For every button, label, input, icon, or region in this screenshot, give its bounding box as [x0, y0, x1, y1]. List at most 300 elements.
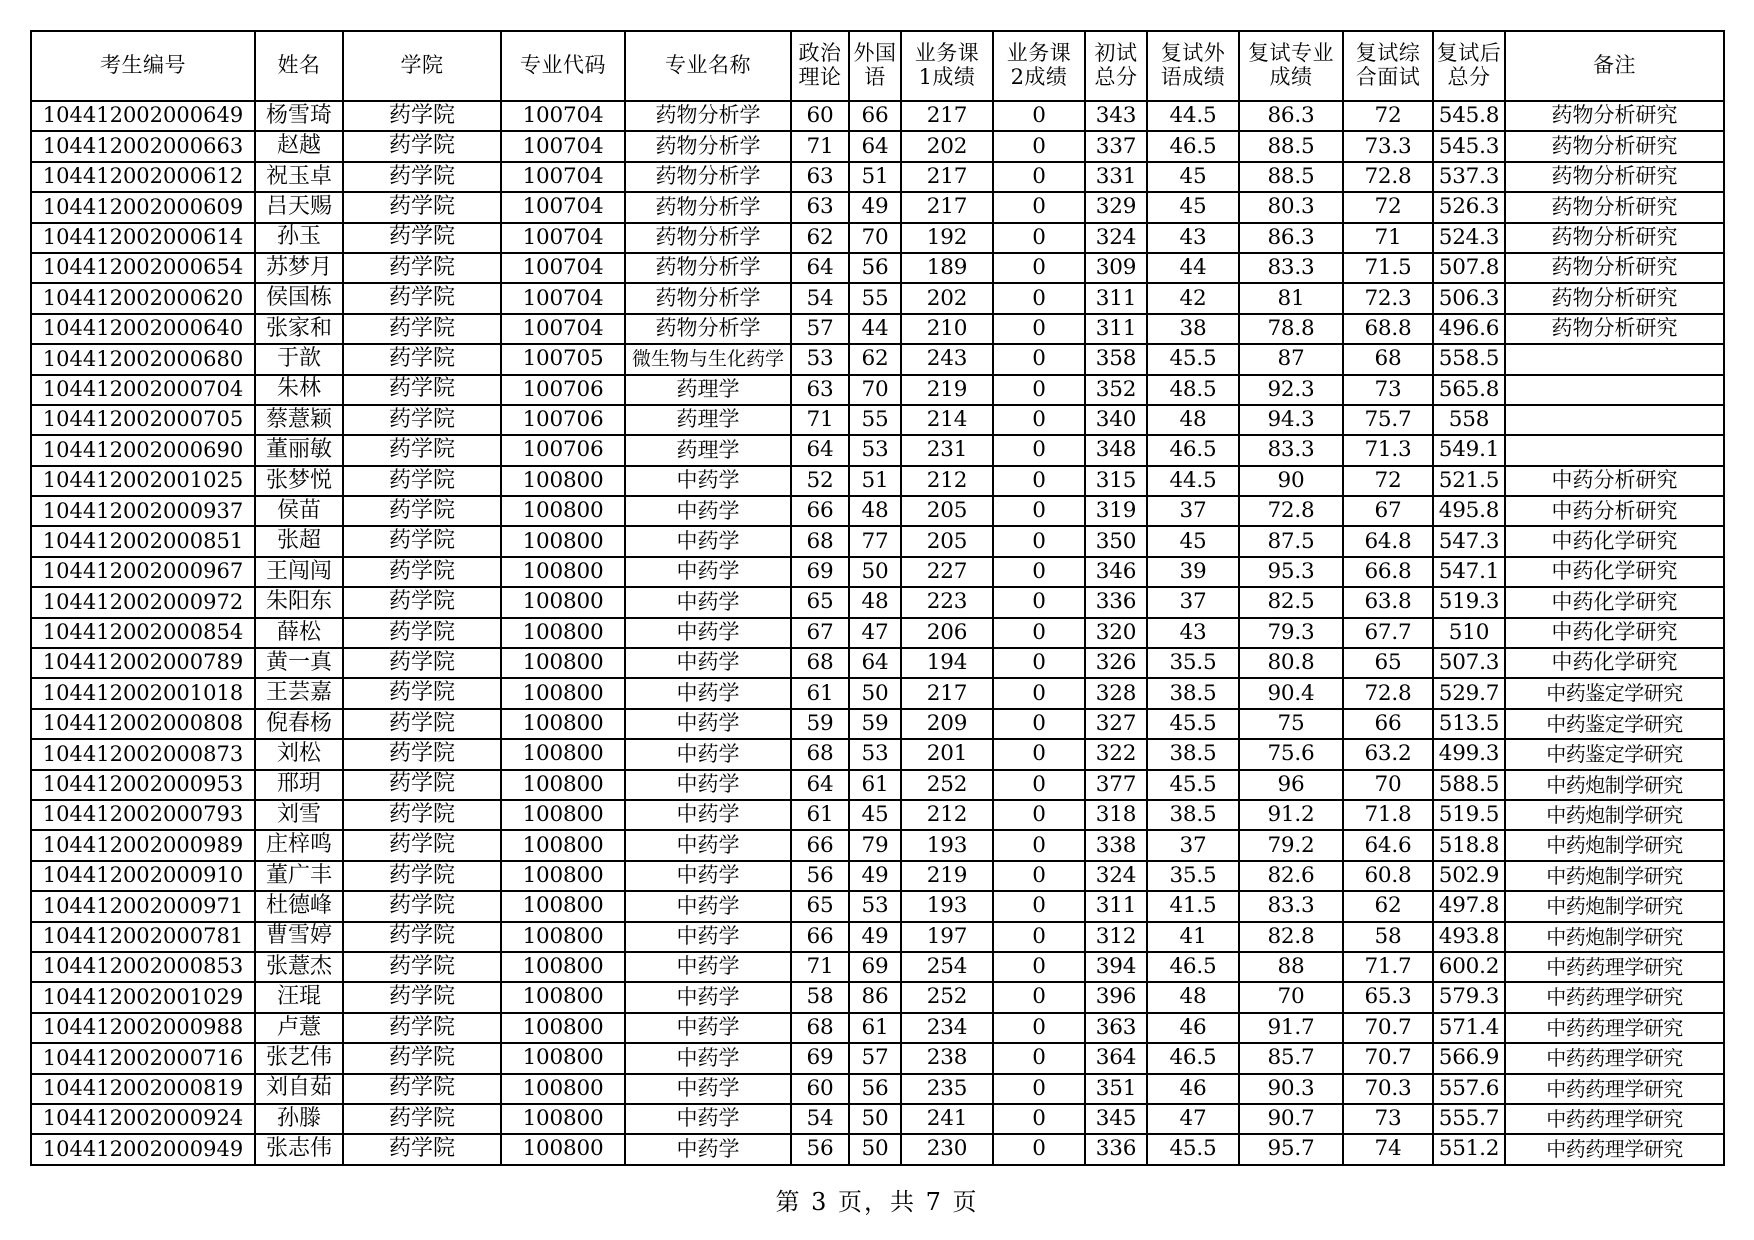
- cell-remark: 中药鉴定学研究: [1505, 739, 1724, 769]
- cell-re_interview: 72: [1343, 466, 1433, 496]
- cell-biz1: 205: [901, 496, 993, 526]
- cell-remark: 中药化学研究: [1505, 526, 1724, 556]
- cell-name: 苏梦月: [255, 253, 343, 283]
- cell-remark: 中药药理学研究: [1505, 1013, 1724, 1043]
- cell-name: 张梦悦: [255, 466, 343, 496]
- cell-name: 倪春杨: [255, 709, 343, 739]
- column-header-name: [255, 31, 343, 101]
- cell-college: 药学院: [343, 982, 501, 1012]
- cell-re_foreign: 46.5: [1147, 131, 1239, 161]
- cell-remark: 中药化学研究: [1505, 648, 1724, 678]
- cell-exam_id: 104412002000851: [31, 526, 255, 556]
- cell-remark: 药物分析研究: [1505, 192, 1724, 222]
- table-row: [31, 648, 1724, 678]
- cell-re_major: 70: [1239, 982, 1343, 1012]
- cell-re_major: 91.2: [1239, 800, 1343, 830]
- column-header-major_name: [625, 31, 791, 101]
- cell-final_total: 499.3: [1433, 739, 1505, 769]
- cell-re_major: 87: [1239, 344, 1343, 374]
- cell-re_interview: 70: [1343, 770, 1433, 800]
- cell-name: 王闯闯: [255, 557, 343, 587]
- cell-college: 药学院: [343, 192, 501, 222]
- cell-foreign: 62: [849, 344, 901, 374]
- cell-exam_id: 104412002000789: [31, 648, 255, 678]
- cell-major_code: 100704: [501, 131, 625, 161]
- cell-final_total: 551.2: [1433, 1134, 1505, 1164]
- admission-score-table: [30, 30, 1725, 1166]
- header-row: [31, 31, 1724, 101]
- cell-exam_id: 104412002000819: [31, 1074, 255, 1104]
- cell-foreign: 50: [849, 1134, 901, 1164]
- cell-biz1: 193: [901, 891, 993, 921]
- table-row: [31, 1134, 1724, 1164]
- cell-re_foreign: 46.5: [1147, 435, 1239, 465]
- cell-final_total: 497.8: [1433, 891, 1505, 921]
- cell-biz2: 0: [993, 375, 1085, 405]
- cell-major_code: 100800: [501, 1074, 625, 1104]
- cell-politics: 66: [791, 830, 849, 860]
- cell-remark: 药物分析研究: [1505, 253, 1724, 283]
- column-header-line1: 学院: [400, 53, 444, 78]
- cell-college: 药学院: [343, 162, 501, 192]
- table-row: [31, 709, 1724, 739]
- cell-re_foreign: 45: [1147, 526, 1239, 556]
- cell-politics: 65: [791, 891, 849, 921]
- cell-re_interview: 64.6: [1343, 830, 1433, 860]
- cell-re_major: 94.3: [1239, 405, 1343, 435]
- cell-biz1: 197: [901, 922, 993, 952]
- cell-biz2: 0: [993, 192, 1085, 222]
- cell-re_major: 79.3: [1239, 618, 1343, 648]
- table-row: [31, 375, 1724, 405]
- cell-first_total: 364: [1085, 1043, 1147, 1073]
- cell-exam_id: 104412002001018: [31, 678, 255, 708]
- cell-re_major: 83.3: [1239, 253, 1343, 283]
- cell-foreign: 64: [849, 648, 901, 678]
- cell-re_interview: 72.8: [1343, 162, 1433, 192]
- column-header-politics: [791, 31, 849, 101]
- cell-first_total: 327: [1085, 709, 1147, 739]
- cell-exam_id: 104412002000680: [31, 344, 255, 374]
- cell-re_interview: 72: [1343, 192, 1433, 222]
- cell-major_code: 100800: [501, 770, 625, 800]
- cell-re_foreign: 37: [1147, 830, 1239, 860]
- cell-politics: 60: [791, 101, 849, 131]
- cell-first_total: 348: [1085, 435, 1147, 465]
- cell-foreign: 50: [849, 1104, 901, 1134]
- cell-major_code: 100800: [501, 1013, 625, 1043]
- cell-remark: [1505, 344, 1724, 374]
- cell-biz2: 0: [993, 526, 1085, 556]
- cell-biz1: 209: [901, 709, 993, 739]
- cell-re_interview: 65: [1343, 648, 1433, 678]
- cell-college: 药学院: [343, 526, 501, 556]
- cell-name: 董广丰: [255, 861, 343, 891]
- cell-remark: 药物分析研究: [1505, 283, 1724, 313]
- cell-remark: 中药分析研究: [1505, 466, 1724, 496]
- cell-final_total: 547.1: [1433, 557, 1505, 587]
- table-row: [31, 435, 1724, 465]
- cell-major_code: 100800: [501, 496, 625, 526]
- cell-politics: 54: [791, 283, 849, 313]
- cell-name: 黄一真: [255, 648, 343, 678]
- cell-remark: 中药药理学研究: [1505, 1104, 1724, 1134]
- cell-remark: 中药药理学研究: [1505, 982, 1724, 1012]
- cell-college: 药学院: [343, 678, 501, 708]
- cell-major_name: 药物分析学: [625, 314, 791, 344]
- cell-foreign: 79: [849, 830, 901, 860]
- cell-exam_id: 104412002000620: [31, 283, 255, 313]
- column-header-final_total: [1433, 31, 1505, 101]
- column-header-line2: 语: [864, 65, 886, 89]
- table-row: [31, 101, 1724, 131]
- cell-biz2: 0: [993, 405, 1085, 435]
- cell-re_foreign: 44: [1147, 253, 1239, 283]
- cell-exam_id: 104412002000808: [31, 709, 255, 739]
- cell-biz2: 0: [993, 223, 1085, 253]
- column-header-line1: 政治: [798, 41, 842, 66]
- cell-biz2: 0: [993, 131, 1085, 161]
- cell-re_major: 80.3: [1239, 192, 1343, 222]
- cell-biz1: 252: [901, 770, 993, 800]
- cell-biz2: 0: [993, 982, 1085, 1012]
- cell-foreign: 70: [849, 223, 901, 253]
- cell-foreign: 61: [849, 1013, 901, 1043]
- cell-remark: 中药分析研究: [1505, 496, 1724, 526]
- cell-name: 于歆: [255, 344, 343, 374]
- cell-name: 薛松: [255, 618, 343, 648]
- cell-major_name: 中药学: [625, 709, 791, 739]
- cell-biz1: 205: [901, 526, 993, 556]
- cell-final_total: 558.5: [1433, 344, 1505, 374]
- column-header-line1: 业务课: [914, 41, 980, 66]
- cell-first_total: 326: [1085, 648, 1147, 678]
- cell-foreign: 86: [849, 982, 901, 1012]
- cell-exam_id: 104412002000989: [31, 830, 255, 860]
- cell-major_name: 中药学: [625, 526, 791, 556]
- cell-college: 药学院: [343, 131, 501, 161]
- cell-foreign: 57: [849, 1043, 901, 1073]
- cell-foreign: 53: [849, 891, 901, 921]
- cell-exam_id: 104412002000705: [31, 405, 255, 435]
- cell-politics: 56: [791, 861, 849, 891]
- cell-first_total: 318: [1085, 800, 1147, 830]
- cell-re_interview: 62: [1343, 891, 1433, 921]
- cell-biz1: 202: [901, 283, 993, 313]
- cell-biz2: 0: [993, 648, 1085, 678]
- cell-first_total: 320: [1085, 618, 1147, 648]
- cell-first_total: 352: [1085, 375, 1147, 405]
- cell-re_foreign: 44.5: [1147, 101, 1239, 131]
- cell-re_major: 87.5: [1239, 526, 1343, 556]
- cell-major_name: 中药学: [625, 739, 791, 769]
- cell-name: 张薏杰: [255, 952, 343, 982]
- cell-exam_id: 104412002000910: [31, 861, 255, 891]
- cell-exam_id: 104412002000781: [31, 922, 255, 952]
- table-row: [31, 891, 1724, 921]
- cell-foreign: 45: [849, 800, 901, 830]
- cell-politics: 69: [791, 557, 849, 587]
- cell-politics: 63: [791, 192, 849, 222]
- cell-re_major: 78.8: [1239, 314, 1343, 344]
- column-header-foreign: [849, 31, 901, 101]
- cell-biz1: 212: [901, 466, 993, 496]
- cell-major_name: 中药学: [625, 982, 791, 1012]
- cell-remark: 中药炮制学研究: [1505, 770, 1724, 800]
- table-row: [31, 1043, 1724, 1073]
- cell-major_code: 100800: [501, 678, 625, 708]
- cell-politics: 58: [791, 982, 849, 1012]
- cell-re_major: 79.2: [1239, 830, 1343, 860]
- column-header-line1: 考生编号: [100, 53, 186, 78]
- cell-first_total: 328: [1085, 678, 1147, 708]
- cell-first_total: 340: [1085, 405, 1147, 435]
- table-row: [31, 678, 1724, 708]
- cell-college: 药学院: [343, 375, 501, 405]
- cell-exam_id: 104412002000663: [31, 131, 255, 161]
- cell-major_code: 100800: [501, 1134, 625, 1164]
- cell-foreign: 53: [849, 739, 901, 769]
- table-row: [31, 526, 1724, 556]
- cell-first_total: 322: [1085, 739, 1147, 769]
- cell-politics: 57: [791, 314, 849, 344]
- cell-re_major: 90: [1239, 466, 1343, 496]
- cell-first_total: 319: [1085, 496, 1147, 526]
- cell-first_total: 331: [1085, 162, 1147, 192]
- column-header-line2: 总分: [1094, 65, 1138, 89]
- cell-name: 王芸嘉: [255, 678, 343, 708]
- cell-exam_id: 104412002000654: [31, 253, 255, 283]
- cell-foreign: 66: [849, 101, 901, 131]
- cell-final_total: 521.5: [1433, 466, 1505, 496]
- cell-major_code: 100800: [501, 952, 625, 982]
- cell-name: 吕天赐: [255, 192, 343, 222]
- cell-major_code: 100800: [501, 526, 625, 556]
- cell-name: 董丽敏: [255, 435, 343, 465]
- cell-major_name: 药物分析学: [625, 283, 791, 313]
- cell-college: 药学院: [343, 344, 501, 374]
- cell-re_interview: 71.5: [1343, 253, 1433, 283]
- cell-exam_id: 104412002000614: [31, 223, 255, 253]
- table-row: [31, 922, 1724, 952]
- cell-major_code: 100706: [501, 435, 625, 465]
- cell-foreign: 49: [849, 861, 901, 891]
- cell-politics: 61: [791, 800, 849, 830]
- cell-politics: 53: [791, 344, 849, 374]
- cell-major_code: 100800: [501, 982, 625, 1012]
- column-header-re_interview: [1343, 31, 1433, 101]
- cell-first_total: 311: [1085, 283, 1147, 313]
- cell-major_code: 100704: [501, 314, 625, 344]
- cell-re_major: 90.3: [1239, 1074, 1343, 1104]
- cell-exam_id: 104412002000612: [31, 162, 255, 192]
- cell-re_major: 90.4: [1239, 678, 1343, 708]
- cell-final_total: 513.5: [1433, 709, 1505, 739]
- cell-biz2: 0: [993, 587, 1085, 617]
- cell-biz2: 0: [993, 1074, 1085, 1104]
- cell-major_name: 药理学: [625, 405, 791, 435]
- table-row: [31, 162, 1724, 192]
- cell-re_major: 82.6: [1239, 861, 1343, 891]
- cell-remark: 中药药理学研究: [1505, 1043, 1724, 1073]
- column-header-line1: 复试后: [1436, 41, 1502, 66]
- cell-foreign: 70: [849, 375, 901, 405]
- cell-major_name: 中药学: [625, 587, 791, 617]
- column-header-line2: 合面试: [1355, 65, 1421, 89]
- cell-final_total: 518.8: [1433, 830, 1505, 860]
- cell-re_major: 91.7: [1239, 1013, 1343, 1043]
- cell-exam_id: 104412002000609: [31, 192, 255, 222]
- cell-major_code: 100800: [501, 800, 625, 830]
- cell-name: 曹雪婷: [255, 922, 343, 952]
- cell-foreign: 77: [849, 526, 901, 556]
- column-header-line1: 专业代码: [520, 53, 606, 78]
- cell-first_total: 337: [1085, 131, 1147, 161]
- cell-major_code: 100706: [501, 375, 625, 405]
- cell-first_total: 338: [1085, 830, 1147, 860]
- cell-biz1: 194: [901, 648, 993, 678]
- cell-biz2: 0: [993, 1013, 1085, 1043]
- cell-politics: 67: [791, 618, 849, 648]
- cell-foreign: 55: [849, 405, 901, 435]
- cell-remark: 药物分析研究: [1505, 314, 1724, 344]
- cell-exam_id: 104412002000924: [31, 1104, 255, 1134]
- cell-biz2: 0: [993, 1043, 1085, 1073]
- cell-major_name: 中药学: [625, 1043, 791, 1073]
- cell-name: 汪琨: [255, 982, 343, 1012]
- cell-major_code: 100704: [501, 283, 625, 313]
- cell-remark: 中药炮制学研究: [1505, 891, 1724, 921]
- cell-biz2: 0: [993, 344, 1085, 374]
- table-row: [31, 952, 1724, 982]
- cell-biz1: 217: [901, 192, 993, 222]
- cell-first_total: 343: [1085, 101, 1147, 131]
- cell-name: 邢玥: [255, 770, 343, 800]
- cell-final_total: 502.9: [1433, 861, 1505, 891]
- cell-biz1: 235: [901, 1074, 993, 1104]
- cell-re_interview: 64.8: [1343, 526, 1433, 556]
- cell-politics: 59: [791, 709, 849, 739]
- cell-biz1: 201: [901, 739, 993, 769]
- cell-name: 祝玉卓: [255, 162, 343, 192]
- cell-politics: 64: [791, 253, 849, 283]
- cell-biz1: 252: [901, 982, 993, 1012]
- table-row: [31, 739, 1724, 769]
- cell-politics: 52: [791, 466, 849, 496]
- cell-re_interview: 72.8: [1343, 678, 1433, 708]
- cell-final_total: 519.3: [1433, 587, 1505, 617]
- column-header-line1: 复试专业: [1248, 41, 1334, 66]
- cell-name: 赵越: [255, 131, 343, 161]
- cell-exam_id: 104412002000949: [31, 1134, 255, 1164]
- cell-re_interview: 67.7: [1343, 618, 1433, 648]
- cell-re_major: 92.3: [1239, 375, 1343, 405]
- cell-re_interview: 60.8: [1343, 861, 1433, 891]
- cell-college: 药学院: [343, 314, 501, 344]
- cell-re_interview: 66.8: [1343, 557, 1433, 587]
- cell-biz2: 0: [993, 314, 1085, 344]
- cell-major_name: 中药学: [625, 861, 791, 891]
- cell-first_total: 358: [1085, 344, 1147, 374]
- cell-remark: 中药药理学研究: [1505, 952, 1724, 982]
- cell-major_name: 中药学: [625, 678, 791, 708]
- cell-re_major: 88: [1239, 952, 1343, 982]
- cell-first_total: 312: [1085, 922, 1147, 952]
- cell-major_code: 100800: [501, 861, 625, 891]
- cell-exam_id: 104412002001025: [31, 466, 255, 496]
- cell-re_major: 83.3: [1239, 435, 1343, 465]
- column-header-line1: 备注: [1593, 53, 1636, 78]
- cell-re_interview: 73: [1343, 375, 1433, 405]
- cell-first_total: 324: [1085, 223, 1147, 253]
- cell-remark: 药物分析研究: [1505, 131, 1724, 161]
- cell-major_name: 中药学: [625, 496, 791, 526]
- cell-re_major: 88.5: [1239, 131, 1343, 161]
- column-header-major_code: [501, 31, 625, 101]
- cell-name: 张志伟: [255, 1134, 343, 1164]
- cell-name: 张家和: [255, 314, 343, 344]
- cell-foreign: 55: [849, 283, 901, 313]
- cell-major_name: 中药学: [625, 770, 791, 800]
- cell-re_foreign: 41: [1147, 922, 1239, 952]
- cell-re_foreign: 42: [1147, 283, 1239, 313]
- table-row: [31, 1013, 1724, 1043]
- cell-foreign: 59: [849, 709, 901, 739]
- table-header: [31, 31, 1724, 101]
- cell-biz2: 0: [993, 800, 1085, 830]
- cell-re_interview: 63.8: [1343, 587, 1433, 617]
- cell-biz1: 223: [901, 587, 993, 617]
- cell-name: 庄梓鸣: [255, 830, 343, 860]
- cell-foreign: 51: [849, 162, 901, 192]
- cell-remark: [1505, 375, 1724, 405]
- cell-biz2: 0: [993, 922, 1085, 952]
- cell-re_major: 86.3: [1239, 223, 1343, 253]
- cell-politics: 68: [791, 739, 849, 769]
- cell-re_interview: 74: [1343, 1134, 1433, 1164]
- cell-major_name: 中药学: [625, 922, 791, 952]
- cell-re_major: 75: [1239, 709, 1343, 739]
- cell-major_name: 中药学: [625, 800, 791, 830]
- cell-re_foreign: 45.5: [1147, 770, 1239, 800]
- cell-foreign: 56: [849, 1074, 901, 1104]
- cell-college: 药学院: [343, 618, 501, 648]
- cell-name: 侯国栋: [255, 283, 343, 313]
- cell-college: 药学院: [343, 922, 501, 952]
- cell-re_foreign: 35.5: [1147, 648, 1239, 678]
- column-header-remark: [1505, 31, 1724, 101]
- cell-re_major: 81: [1239, 283, 1343, 313]
- cell-college: 药学院: [343, 648, 501, 678]
- cell-biz2: 0: [993, 557, 1085, 587]
- cell-re_major: 86.3: [1239, 101, 1343, 131]
- cell-re_foreign: 38.5: [1147, 739, 1239, 769]
- cell-biz1: 230: [901, 1134, 993, 1164]
- table-row: [31, 1074, 1724, 1104]
- cell-major_code: 100800: [501, 709, 625, 739]
- table-row: [31, 557, 1724, 587]
- cell-biz1: 254: [901, 952, 993, 982]
- table-row: [31, 770, 1724, 800]
- cell-exam_id: 104412002000793: [31, 800, 255, 830]
- cell-re_major: 80.8: [1239, 648, 1343, 678]
- cell-major_code: 100704: [501, 253, 625, 283]
- cell-first_total: 336: [1085, 1134, 1147, 1164]
- cell-foreign: 48: [849, 496, 901, 526]
- cell-major_name: 中药学: [625, 1013, 791, 1043]
- column-header-first_total: [1085, 31, 1147, 101]
- cell-re_interview: 70.3: [1343, 1074, 1433, 1104]
